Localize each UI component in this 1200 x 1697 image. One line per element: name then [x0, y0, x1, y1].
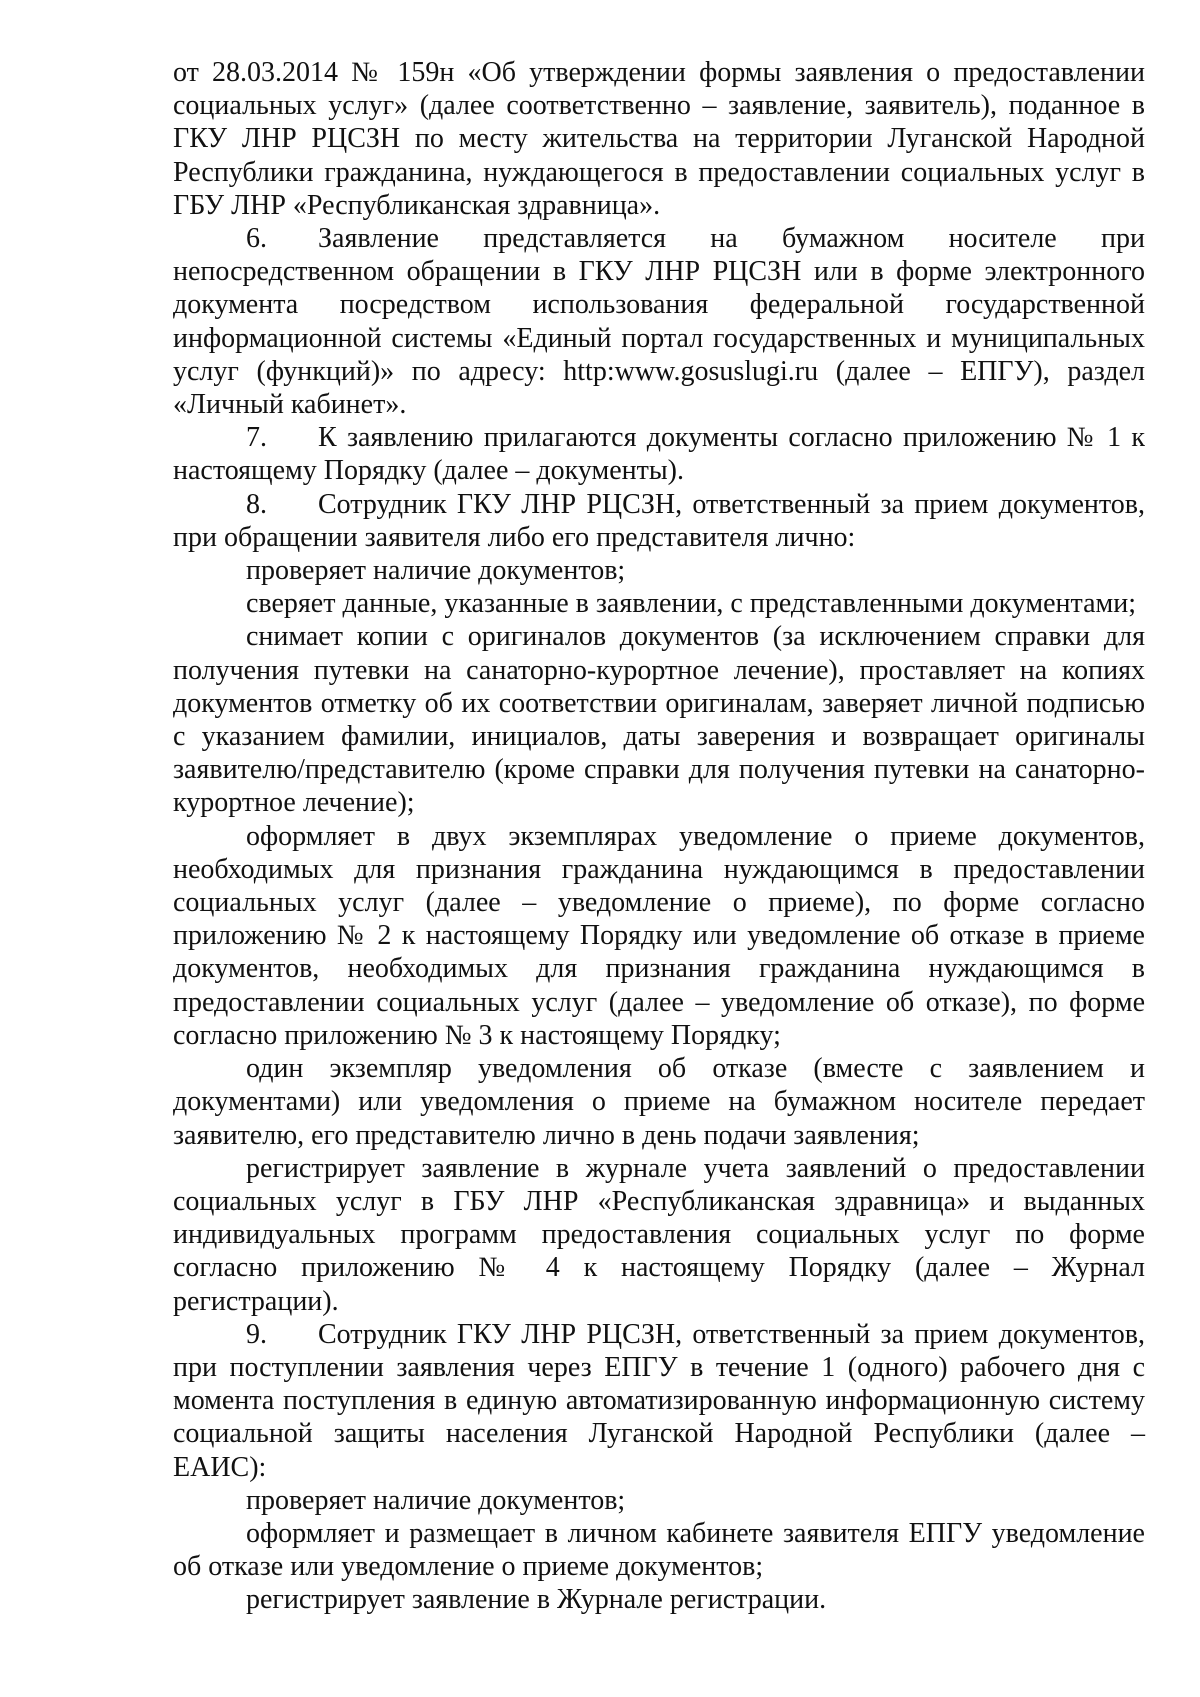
paragraph-text: регистрирует заявление в журнале учета заявлений о предоставлении социальных услуг в ГБУ ЛНР «Республиканская здравница» и выданных индивидуальных программ предоставления социальных услуг по форме согласно приложению № 4 к настоящему Порядку (далее – Журнал регистрации). [173, 1152, 1145, 1317]
paragraph-text: оформляет и размещает в личном кабинете заявителя ЕПГУ уведомление об отказе или уведомление о приеме документов; [173, 1517, 1145, 1583]
paragraph-text: проверяет наличие документов; [246, 555, 626, 587]
paragraph-text: Заявление представляется на бумажном носителе при непосредственном обращении в ГКУ ЛНР РЦСЗН или в форме электронного документа посредством использования федеральной государственной информационной системы «Единый портал государственных и муниципальных услуг (функций)» по адресу: http:www.gosuslugi.ru (далее – ЕПГУ), раздел «Личный кабинет». [173, 223, 1145, 421]
list-item [173, 1583, 1145, 1616]
paragraph-number: 6. [246, 223, 267, 255]
list-item [173, 820, 1145, 1052]
paragraph-text: проверяет наличие документов; [246, 1484, 626, 1516]
paragraph-text: К заявлению прилагаются документы согласно приложению № 1 к настоящему Порядку (далее – документы). [173, 422, 1145, 487]
paragraph-text: Сотрудник ГКУ ЛНР РЦСЗН, ответственный за прием документов, при поступлении заявления через ЕПГУ в течение 1 (одного) рабочего дня с момента поступления в единую автоматизированную информационную систему социальной защиты населения Луганской Народной Республики (далее – ЕАИС): [173, 1318, 1145, 1483]
paragraph-number: 8. [246, 488, 267, 520]
paragraph-number: 7. [246, 422, 267, 454]
list-item [173, 620, 1145, 819]
paragraph-text: сверяет данные, указанные в заявлении, с представленными документами; [246, 588, 1137, 620]
paragraph-continuation [173, 56, 1145, 222]
paragraph-text: регистрирует заявление в Журнале регистрации. [246, 1584, 827, 1616]
paragraph-9 [173, 1318, 1145, 1484]
list-item [173, 1484, 1145, 1517]
paragraph-7 [173, 421, 1145, 487]
list-item [173, 1152, 1145, 1318]
paragraph-text: Сотрудник ГКУ ЛНР РЦСЗН, ответственный за прием документов, при обращении заявителя либо его представителя лично: [173, 488, 1145, 553]
list-item [173, 1517, 1145, 1583]
paragraph-text: оформляет в двух экземплярах уведомление о приеме документов, необходимых для признания гражданина нуждающимся в предоставлении социальных услуг (далее – уведомление о приеме), по форме согласно приложению № 2 к настоящему Порядку или уведомление об отказе в приеме документов, необходимых для признания гражданина нуждающимся в предоставлении социальных услуг (далее – уведомление об отказе), по форме согласно приложению № 3 к настоящему Порядку; [173, 820, 1145, 1051]
list-item [173, 554, 1145, 587]
paragraph-number: 9. [246, 1318, 267, 1350]
paragraph-8 [173, 488, 1145, 554]
paragraph-text: один экземпляр уведомления об отказе (вместе с заявлением и документами) или уведомления о приеме на бумажном носителе передает заявителю, его представителю лично в день подачи заявления; [173, 1053, 1145, 1151]
list-item [173, 587, 1145, 620]
list-item [173, 1052, 1145, 1152]
paragraph-text: снимает копии с оригиналов документов (за исключением справки для получения путевки на санаторно-курортное лечение), проставляет на копиях документов отметку об их соответствии оригиналам, заверяет личной подписью с указанием фамилии, инициалов, даты заверения и возвращает оригиналы заявителю/представителю (кроме справки для получения путевки на санаторно-курортное лечение); [173, 621, 1145, 819]
document-page [173, 56, 1145, 1617]
paragraph-text: от 28.03.2014 № 159н «Об утверждении формы заявления о предоставлении социальных услуг» (далее соответственно – заявление, заявитель), поданное в ГКУ ЛНР РЦСЗН по месту жительства на территории Луганской Народной Республики гражданина, нуждающегося в предоставлении социальных услуг в ГБУ ЛНР «Республиканская здравница». [173, 57, 1145, 221]
paragraph-6 [173, 222, 1145, 421]
